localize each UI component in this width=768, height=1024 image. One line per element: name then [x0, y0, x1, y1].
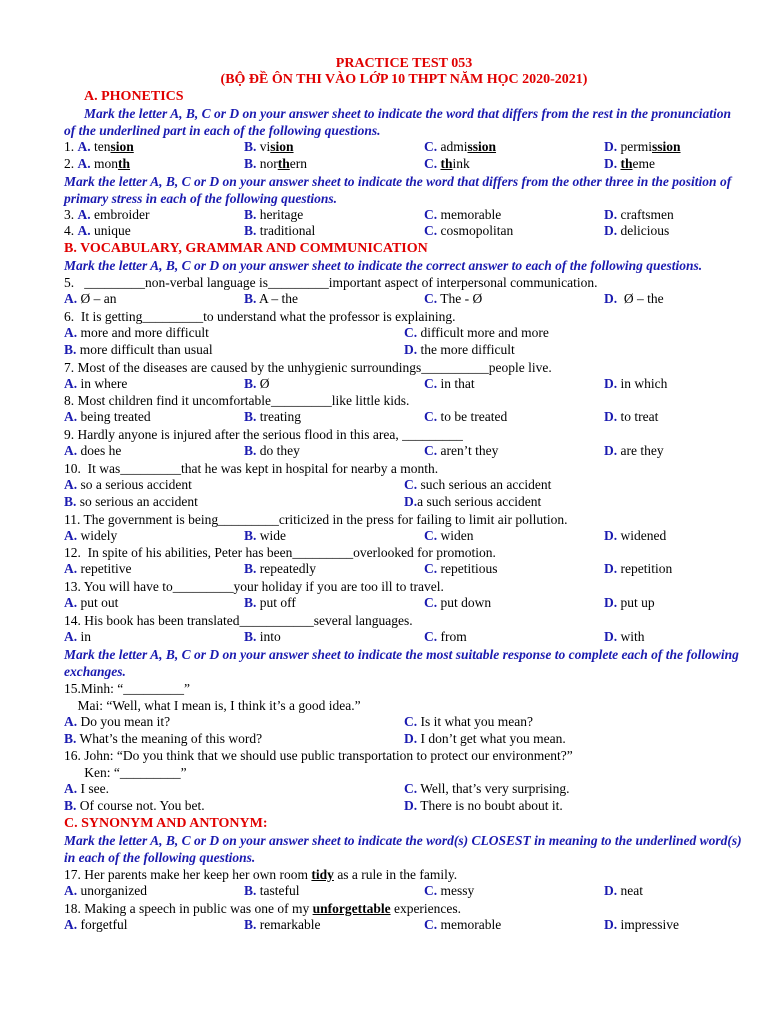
exam-page	[64, 56, 744, 934]
test-title: PRACTICE TEST 053	[335, 56, 473, 71]
question-15-line1: 15.Minh: “_________”	[64, 680, 190, 696]
question-7-stem: 7. Most of the diseases are caused by the unhygienic surroundings__________people live.	[64, 359, 552, 375]
question-13-stem: 13. You will have to_________your holiday if you are too ill to travel.	[64, 579, 444, 595]
section-phonetics: A. PHONETICS	[84, 89, 184, 104]
question-6-stem: 6. It is getting_________to understand what the professor is explaining.	[64, 308, 456, 324]
question-12-stem: 12. In spite of his abilities, Peter has been_________overlooked for promotion.	[64, 545, 496, 561]
question-14-stem: 14. His book has been translated___________several languages.	[64, 612, 413, 628]
instruction-pronunciation: Mark the letter A, B, C or D on your answer sheet to indicate the word that differs from the rest in the pronunciation of the underlined part in each of the following questions.	[64, 106, 731, 138]
question-16-options-row2: B. Of course not. You bet. D. There is no boubt about it.	[64, 798, 563, 814]
question-6-options-row1: A. more and more difficult C. difficult more and more	[64, 324, 549, 340]
question-17-options: A. unorganized B. tasteful C. messy D. neat	[64, 882, 643, 898]
instruction-stress: Mark the letter A, B, C or D on your answer sheet to indicate the word that differs from the other three in the position of primary stress in each of the following questions.	[64, 173, 732, 206]
section-synonym-antonym: C. SYNONYM AND ANTONYM:	[64, 815, 268, 831]
instruction-response: Mark the letter A, B, C or D on your answer sheet to indicate the most suitable response to complete each of the following exchanges.	[64, 646, 739, 679]
question-16-options-row1: A. I see. C. Well, that’s very surprising.	[64, 781, 570, 797]
question-11-stem: 11. The government is being_________criticized in the press for failing to limit air pollution.	[64, 511, 568, 527]
instruction-closest: Mark the letter A, B, C or D on your answer sheet to indicate the word(s) CLOSEST in meaning to the underlined word(s) in each of the following questions.	[64, 832, 742, 865]
question-15-options-row1: A. Do you mean it? C. Is it what you mean?	[64, 713, 533, 729]
question-5-options: A. Ø – an B. A – the C. The - Ø D. Ø – the	[64, 291, 664, 307]
question-16-line2: Ken: “_________”	[64, 765, 187, 781]
question-18-options: A. forgetful B. remarkable C. memorable D. impressive	[64, 916, 679, 932]
question-10-stem: 10. It was_________that he was kept in hospital for nearby a month.	[64, 460, 439, 476]
question-3: 3. A. embroider B. heritage C. memorable D. craftsmen	[64, 206, 674, 222]
question-10-options-row2: B. so serious an accident D.a such serious accident	[64, 493, 542, 509]
question-12-options: A. repetitive B. repeatedly C. repetitious D. repetition	[64, 561, 673, 577]
question-11-options: A. widely B. wide C. widen D. widened	[64, 527, 667, 543]
question-18-stem: 18. Making a speech in public was one of my unforgettable experiences.	[64, 900, 462, 916]
question-7-options: A. in where B. Ø C. in that D. in which	[64, 375, 668, 391]
section-vocabulary: B. VOCABULARY, GRAMMAR AND COMMUNICATION	[64, 241, 428, 257]
question-4: 4. A. unique B. traditional C. cosmopolitan D. delicious	[64, 223, 670, 239]
question-9-stem: 9. Hardly anyone is injured after the serious flood in this area, _________	[64, 427, 463, 443]
question-15-options-row2: B. What’s the meaning of this word? D. I don’t get what you mean.	[64, 730, 566, 746]
question-16-line1: 16. John: “Do you think that we should use public transportation to protect our environment?”	[64, 748, 573, 764]
test-subtitle: (BỘ ĐỀ ÔN THI VÀO LỚP 10 THPT NĂM HỌC 2020-2021)	[220, 72, 588, 87]
question-9-options: A. does he B. do they C. aren’t they D. are they	[64, 443, 664, 459]
question-13-options: A. put out B. put off C. put down D. put up	[64, 595, 655, 611]
question-8-options: A. being treated B. treating C. to be treated D. to treat	[64, 409, 659, 425]
question-2: 2. A. month B. northern C. think D. theme	[64, 155, 656, 171]
instruction-correct-answer: Mark the letter A, B, C or D on your answer sheet to indicate the correct answer to each of the following questions.	[64, 258, 703, 274]
question-5-stem: 5. _________non-verbal language is_________important aspect of interpersonal communication.	[64, 275, 598, 291]
question-6-options-row2: B. more difficult than usual D. the more difficult	[64, 341, 515, 357]
question-10-options-row1: A. so a serious accident C. such serious an accident	[64, 476, 552, 492]
question-1: 1. A. tension B. vision C. admission D. permission	[64, 139, 681, 154]
question-15-line2: Mai: “Well, what I mean is, I think it’s a good idea.”	[64, 697, 361, 713]
question-14-options: A. in B. into C. from D. with	[64, 628, 645, 644]
question-17-stem: 17. Her parents make her keep her own room tidy as a rule in the family.	[64, 866, 458, 882]
question-8-stem: 8. Most children find it uncomfortable_________like little kids.	[64, 393, 410, 409]
